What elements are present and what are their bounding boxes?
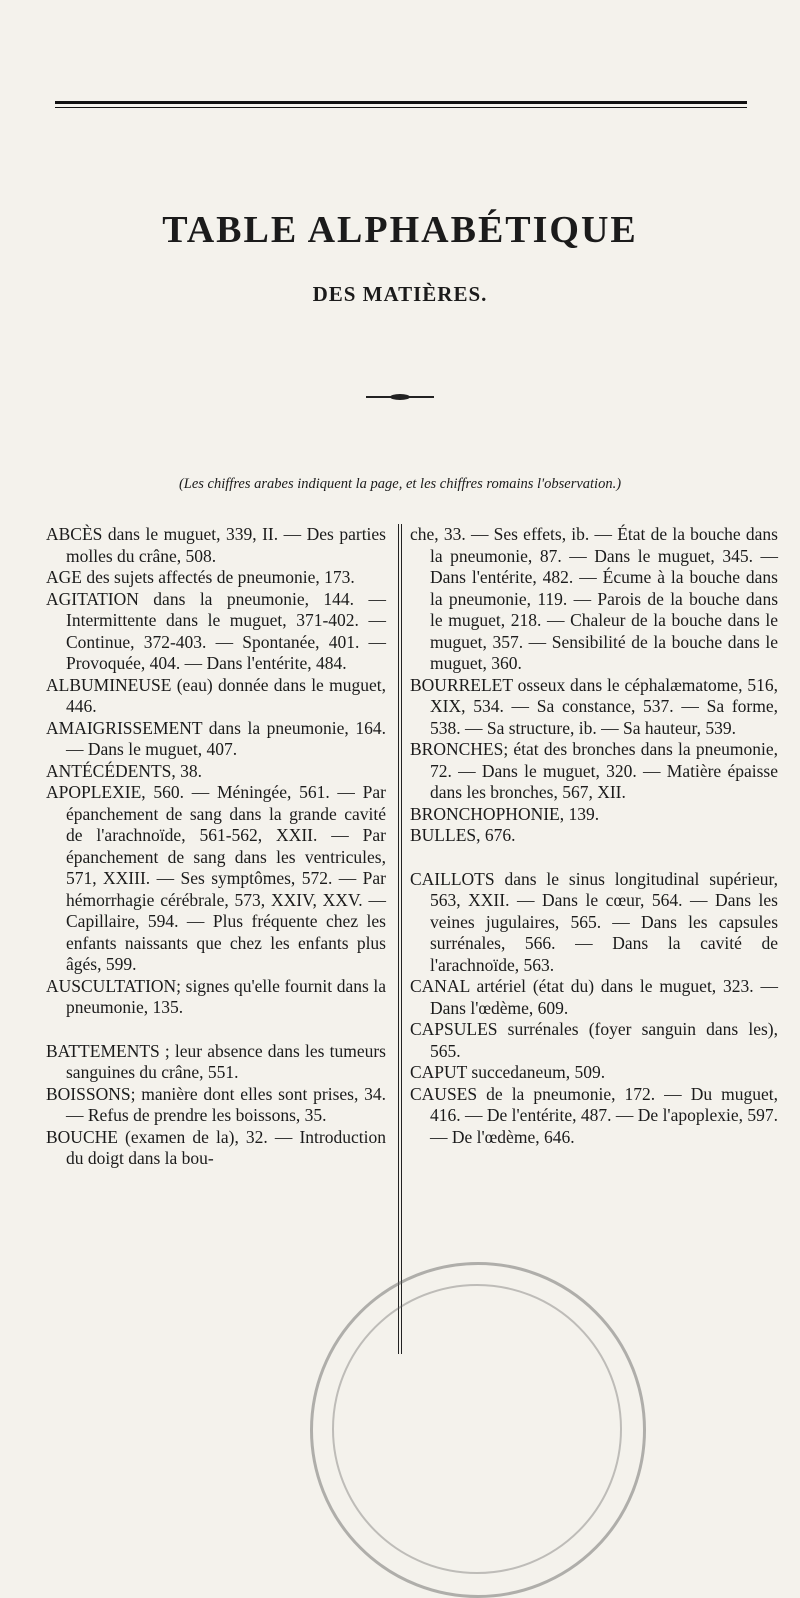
header-rule-thin (55, 107, 747, 108)
header-rule-thick (55, 101, 747, 104)
explanatory-note: (Les chiffres arabes indiquent la page, et les chiffres romains l'observation.) (178, 476, 622, 492)
index-entry: AGE des sujets affectés de pneumonie, 173. (46, 567, 355, 587)
index-entry: CANAL artériel (état du) dans le muguet, 323. — Dans l'œdème, 609. (410, 976, 778, 1018)
index-entry: BOISSONS; manière dont elles sont prises, 34. — Refus de prendre les boissons, 35. (46, 1083, 386, 1125)
index-entry: BATTEMENTS ; leur absence dans les tumeurs sanguines du crâne, 551. (46, 1040, 386, 1082)
index-entry: BRONCHES; état des bronches dans la pneumonie, 72. — Dans le muguet, 320. — Matière épaisse dans les bronches, 567, XII. (410, 739, 778, 802)
library-stamp-inner-ring (332, 1284, 622, 1574)
index-entry: CAPUT succedaneum, 509. (410, 1062, 606, 1082)
index-entry: BOURRELET osseux dans le céphalæmatome, 516, XIX, 534. — Sa constance, 537. — Sa forme, 538. — Sa structure, ib. — Sa hauteur, 539. (410, 674, 778, 738)
column-divider (398, 524, 399, 1354)
index-entry: AGITATION dans la pneumonie, 144. — Intermittente dans le muguet, 371-402. — Continue, 372-403. — Spontanée, 401. — Provoquée, 404. — Dans l'entérite, 484. (46, 588, 386, 673)
page-title: TABLE ALPHABÉTIQUE (162, 209, 638, 251)
index-entry: CAILLOTS dans le sinus longitudinal supérieur, 563, XXII. — Dans le cœur, 564. — Dans les veines jugulaires, 565. — Dans les capsules surrénales, 566. — Dans la cavité de l'arachnoïde, 563. (410, 868, 778, 975)
column-divider (401, 524, 402, 1354)
ornamental-rule (366, 396, 434, 398)
index-entry: ABCÈS dans le muguet, 339, II. — Des parties molles du crâne, 508. (46, 524, 386, 566)
index-entry: che, 33. — Ses effets, ib. — État de la bouche dans la pneumonie, 87. — Dans le muguet, 345. — Dans l'entérite, 482. — Écume à la bouche dans la pneumonie, 119. — Parois de la bouche dans le muguet, 218. — Chaleur de la bouche dans le muguet, 357. — Sensibilité de la bouche dans le muguet, 360. (410, 524, 778, 673)
index-entry: AUSCULTATION; signes qu'elle fournit dans la pneumonie, 135. (46, 975, 386, 1017)
index-entry: AMAIGRISSEMENT dans la pneumonie, 164. — Dans le muguet, 407. (46, 717, 386, 759)
index-entry: BULLES, 676. (410, 825, 516, 845)
index-entry: CAPSULES surrénales (foyer sanguin dans les), 565. (410, 1019, 778, 1061)
index-column-right (410, 524, 778, 1148)
index-column-left (46, 524, 386, 1170)
index-entry: ANTÉCÉDENTS, 38. (46, 760, 203, 781)
page-subtitle: DES MATIÈRES. (312, 282, 488, 306)
index-entry: CAUSES de la pneumonie, 172. — Du muguet, 416. — De l'entérite, 487. — De l'apoplexie, 597. — De l'œdème, 646. (410, 1083, 778, 1147)
index-entry: BRONCHOPHONIE, 139. (410, 803, 600, 824)
index-entry: ALBUMINEUSE (eau) donnée dans le muguet, 446. (46, 674, 386, 716)
index-entry: APOPLEXIE, 560. — Méningée, 561. — Par épanchement de sang dans la grande cavité de l'arachnoïde, 561-562, XXII. — Par épanchement de sang dans les ventricules, 571, XXIII. — Ses symptômes, 572. — Par hémorrhagie cérébrale, 573, XXIV, XXV. — Capillaire, 594. — Plus fréquente chez les enfants naissants que chez les enfants plus âgés, 599. (46, 782, 386, 974)
index-entry: BOUCHE (examen de la), 32. — Introduction du doigt dans la bou- (46, 1126, 386, 1168)
